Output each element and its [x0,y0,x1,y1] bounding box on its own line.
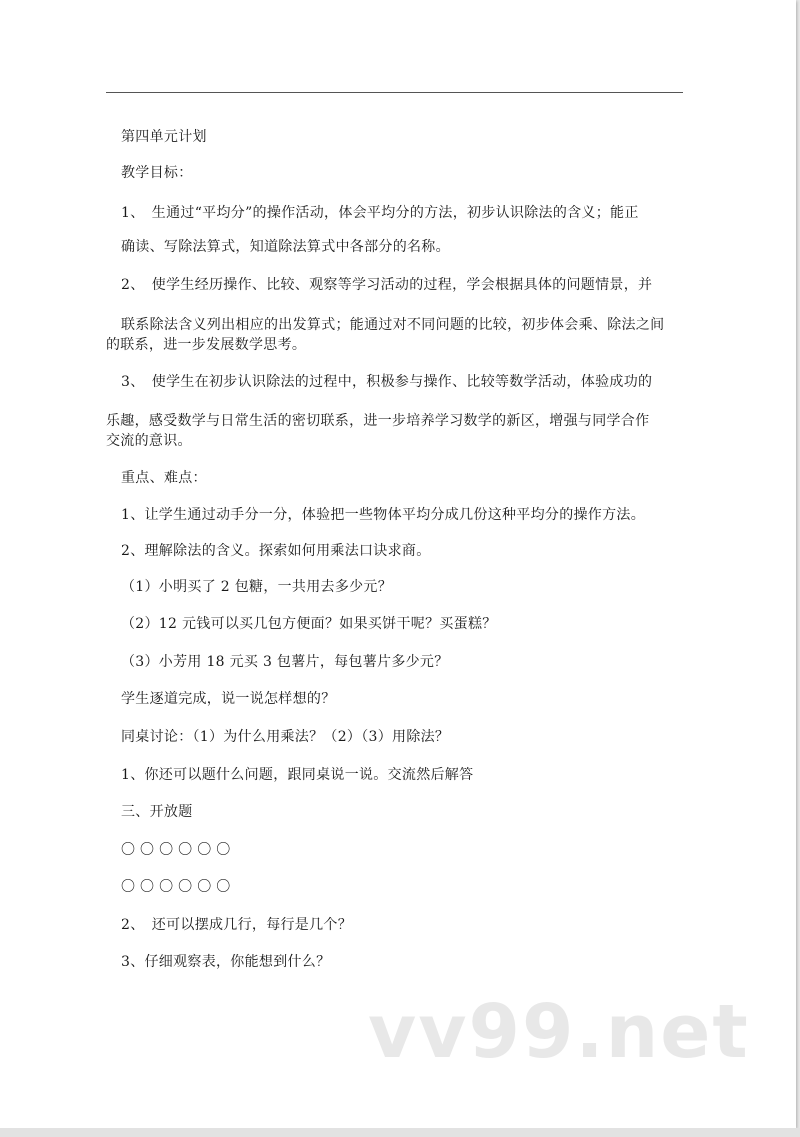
followup-2: 2、 还可以摆成几行，每行是几个？ [121,917,353,933]
objective-1-line-1: 1、 生通过“平均分”的操作活动，体会平均分的方法，初步认识除法的含义；能正 [121,205,639,221]
keypoint-2: 2、理解除法的含义。探索如何用乘法口诀求商。 [121,543,431,559]
objective-2-line-2: 联系除法含义列出相应的出发算式；能通过对不同问题的比较，初步体会乘、除法之间 [121,317,665,333]
discussion: 同桌讨论：（1）为什么用乘法？（2）（3）用除法？ [121,729,450,745]
question-1: （1）小明买了 2 包糖，一共用去多少元？ [121,579,393,595]
followup-3: 3、仔细观察表，你能想到什么？ [121,954,331,970]
open-question-title: 三、开放题 [121,804,193,820]
objectives-title: 教学目标： [121,165,193,181]
objective-3-line-2: 乐趣，感受数学与日常生活的密切联系，进一步培养学习数学的新区，增强与同学合作 [106,413,650,429]
objective-3-line-1: 3、 使学生在初步认识除法的过程中，积极参与操作、比较等数学活动，体验成功的 [121,374,653,390]
header-rule [106,92,683,93]
objective-2-line-3: 的联系，进一步发展数学思考。 [106,337,307,353]
objective-1-line-2: 确读、写除法算式，知道除法算式中各部分的名称。 [121,239,450,255]
unit-heading: 第四单元计划 [121,129,207,145]
objective-3-line-3: 交流的意识。 [106,433,192,449]
followup-1: 1、你还可以题什么问题，跟同桌说一说。交流然后解答 [121,767,474,783]
question-3: （3）小芳用 18 元买 3 包薯片，每包薯片多少元？ [121,654,449,670]
watermark-text: vv99.net [368,989,750,1075]
student-task: 学生逐道完成，说一说怎样想的？ [121,691,336,707]
objective-2-line-1: 2、 使学生经历操作、比较、观察等学习活动的过程，学会根据具体的问题情景，并 [121,277,653,293]
keypoints-title: 重点、难点： [121,470,207,486]
circles-row-1: 〇 〇 〇 〇 〇 〇 [121,842,231,858]
circles-row-2: 〇 〇 〇 〇 〇 〇 [121,879,231,895]
question-2: （2）12 元钱可以买几包方便面？如果买饼干呢？买蛋糕？ [121,616,497,632]
keypoint-1: 1、让学生通过动手分一分，体验把一些物体平均分成几份这种平均分的操作方法。 [121,507,646,523]
page-bottom-gap [0,1128,800,1137]
